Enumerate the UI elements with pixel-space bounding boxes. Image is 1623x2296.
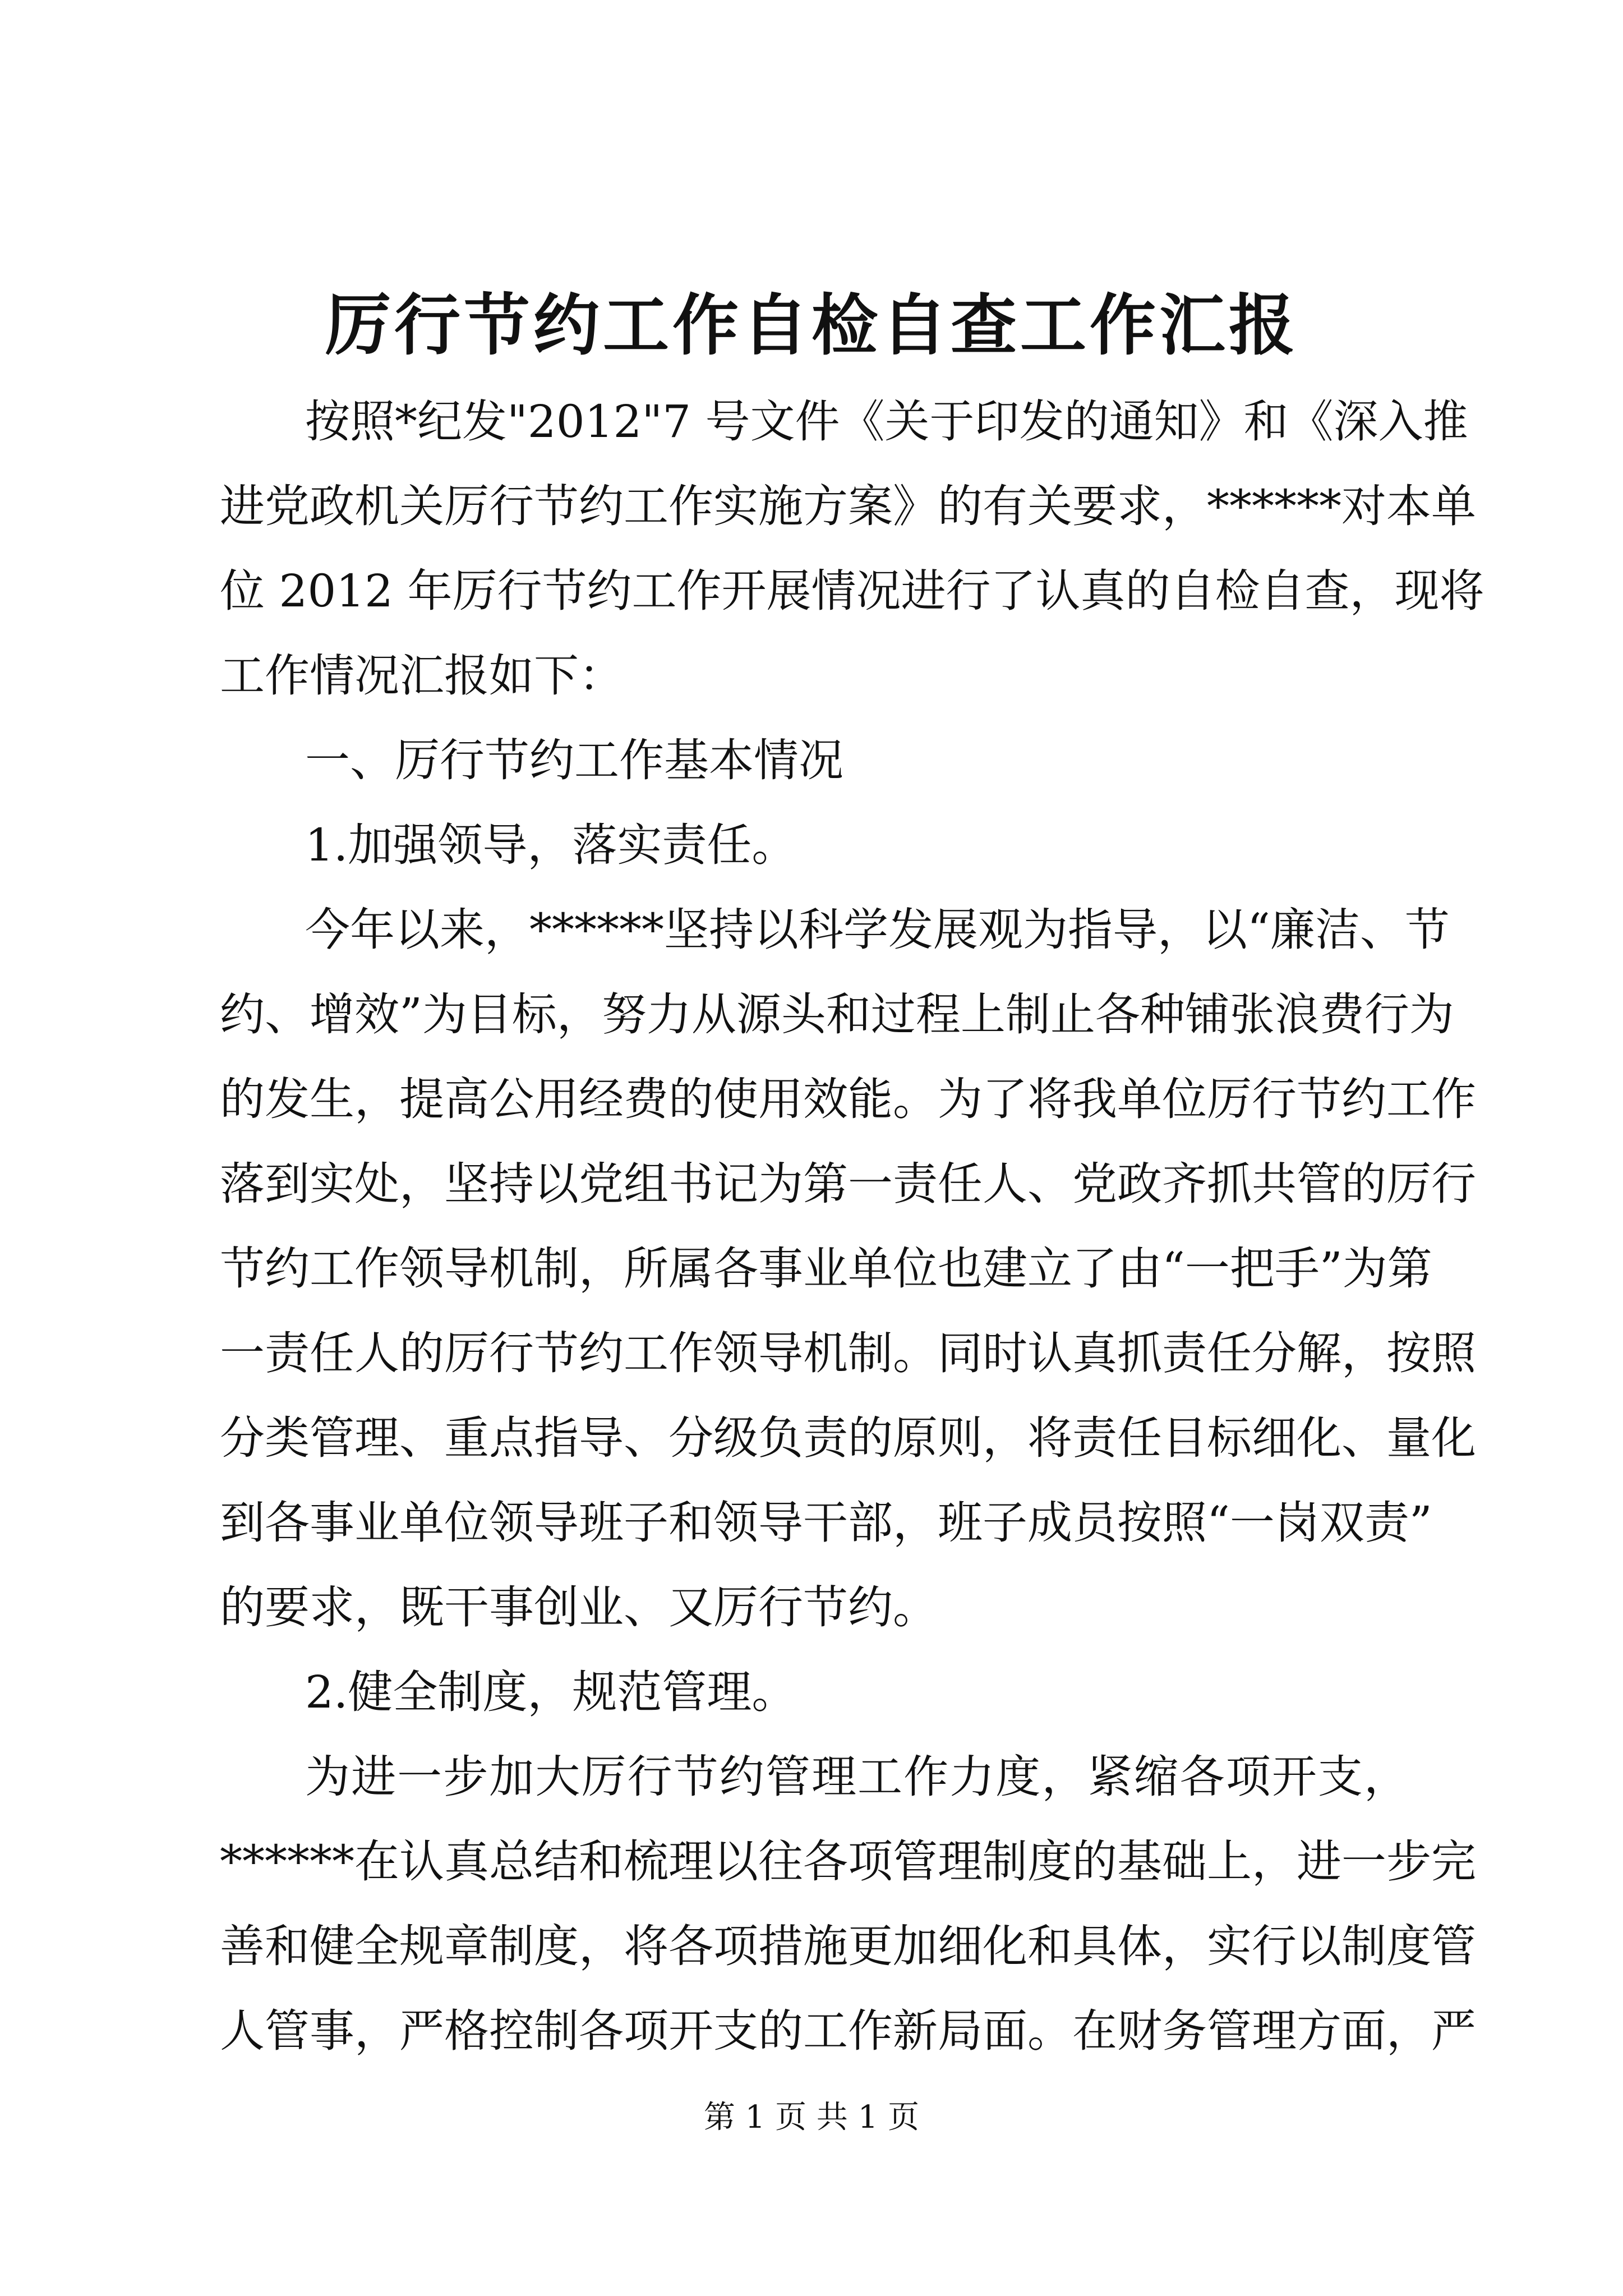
text-line: 人管事，严格控制各项开支的工作新局面。在财务管理方面，严 [220,2005,1476,2057]
text-line: 的要求，既干事创业、又厉行节约。 [220,1581,938,1634]
text-line: 工作情况汇报如下： [220,650,624,702]
text-line: 一责任人的厉行节约工作领导机制。同时认真抓责任分解，按照 [220,1327,1476,1379]
text-line: 分类管理、重点指导、分级负责的原则，将责任目标细化、量化 [220,1412,1476,1464]
text-line: 2.健全制度，规范管理。 [305,1666,797,1718]
text-line: 进党政机关厉行节约工作实施方案》的有关要求，******对本单 [220,480,1476,532]
page-footer: 第 1 页 共 1 页 [703,2099,920,2136]
document-title: 厉行节约工作自检自查工作汇报 [324,286,1298,364]
text-line: 节约工作领导机制，所属各事业单位也建立了由“一把手”为第 [220,1243,1432,1295]
text-line: 一、厉行节约工作基本情况 [305,734,843,786]
text-line: 今年以来，******坚持以科学发展观为指导，以“廉洁、节 [305,904,1450,956]
text-line: ******在认真总结和梳理以往各项管理制度的基础上，进一步完 [220,1835,1476,1888]
text-line: 到各事业单位领导班子和领导干部，班子成员按照“一岗双责” [220,1497,1432,1549]
text-line: 善和健全规章制度，将各项措施更加细化和具体，实行以制度管 [220,1920,1476,1972]
text-line: 1.加强领导，落实责任。 [305,819,797,871]
text-line: 落到实处，坚持以党组书记为第一责任人、党政齐抓共管的厉行 [220,1158,1476,1210]
text-line: 约、增效”为目标，努力从源头和过程上制止各种铺张浪费行为 [220,988,1454,1041]
text-line: 的发生，提高公用经费的使用效能。为了将我单位厉行节约工作 [220,1073,1476,1125]
text-line: 位 2012 年厉行节约工作开展情况进行了认真的自检自查，现将 [220,565,1484,617]
document-body [220,379,1484,2073]
text-line: 为进一步加大厉行节约管理工作力度，紧缩各项开支， [305,1751,1409,1803]
text-line: 按照*纪发"2012"7 号文件《关于印发的通知》和《深入推 [305,395,1468,448]
